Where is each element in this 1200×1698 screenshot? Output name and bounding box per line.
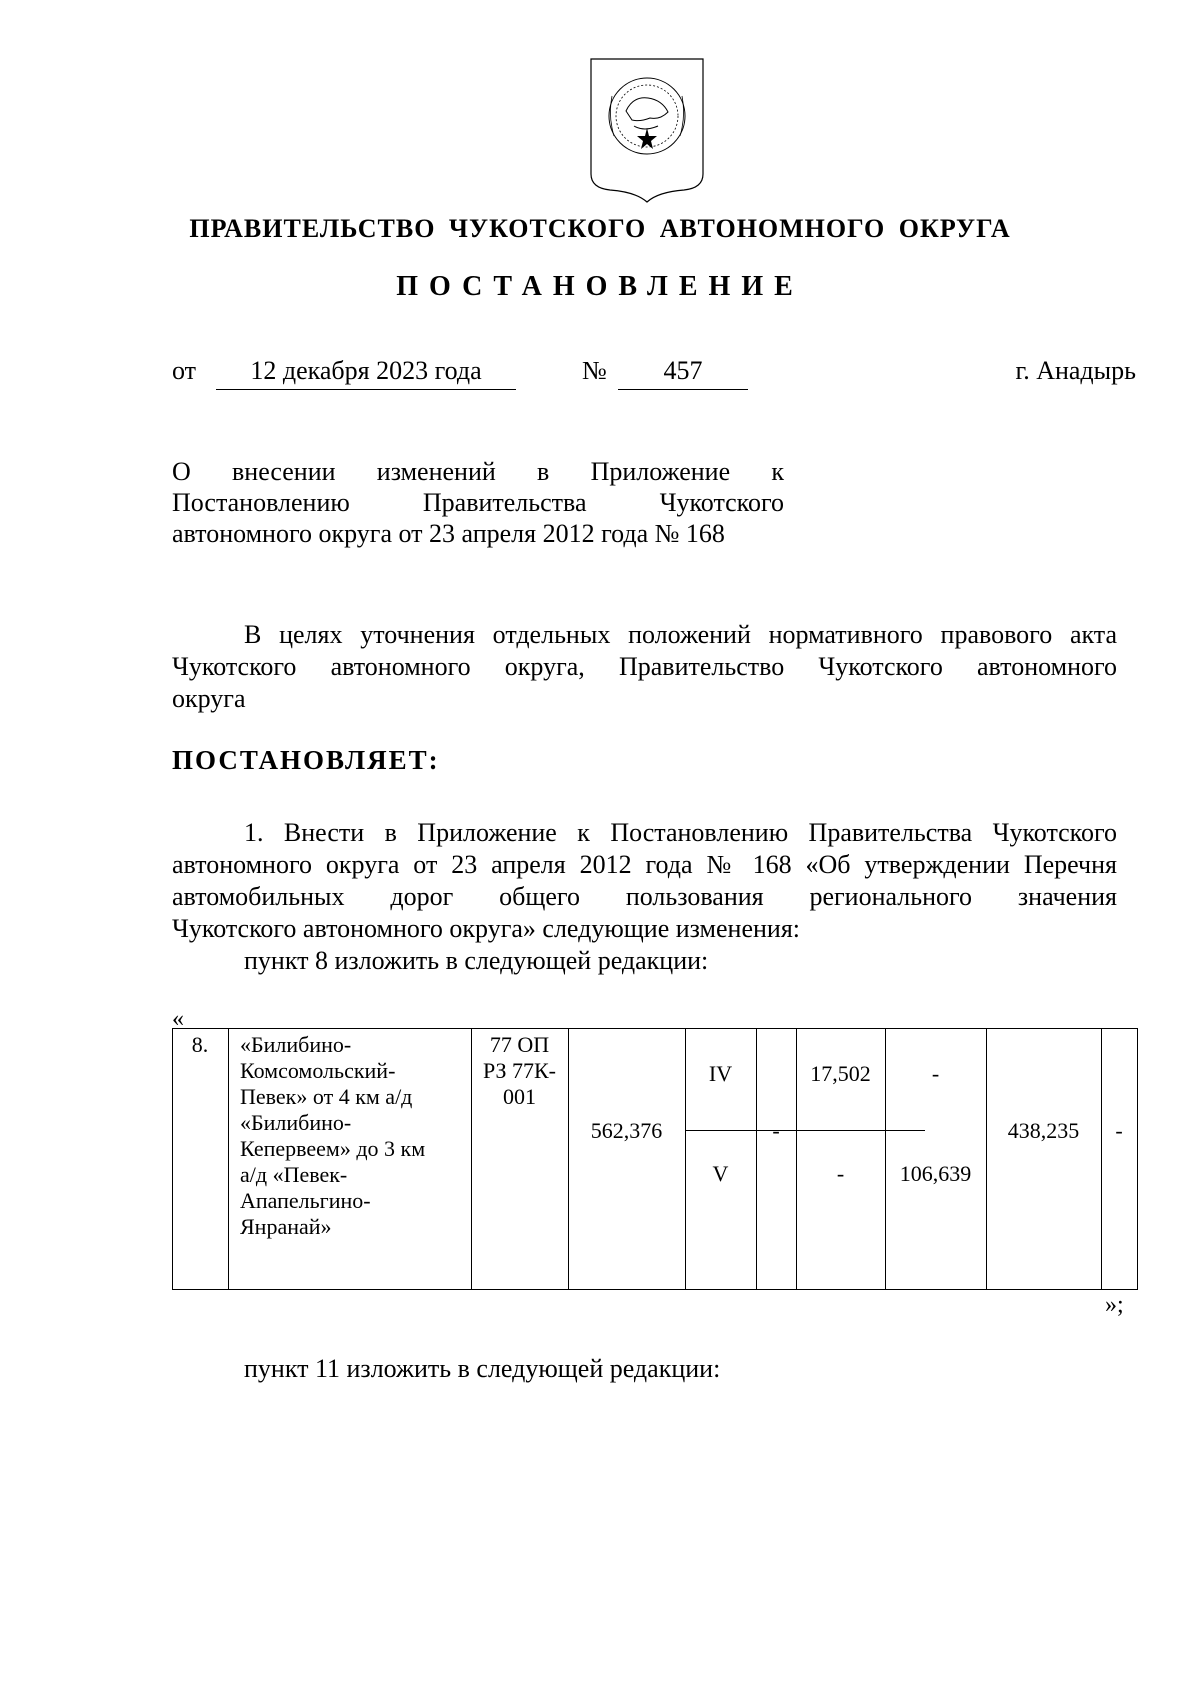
subject-line: автономного округа от 23 апреля 2012 года № 168 xyxy=(172,519,725,548)
subject-line: О внесении изменений в Приложение к xyxy=(172,457,784,486)
item-11-paragraph xyxy=(172,1353,1117,1385)
table-cell-dash: - xyxy=(772,1118,780,1143)
item-1-line: пункт 8 изложить в следующей редакции: xyxy=(244,946,709,975)
table-cell-last: - xyxy=(1115,1118,1123,1143)
table-cell-category-v: V xyxy=(712,1161,729,1186)
document-number: 457 xyxy=(618,356,748,390)
document-date: 12 декабря 2023 года xyxy=(216,356,516,390)
item-1-line: Чукотского автономного округа» следующие изменения: xyxy=(172,914,801,943)
table-cell-value: - xyxy=(836,1161,845,1186)
item-1-line: автономного округа от 23 апреля 2012 года № 168 «Об утверждении Перечня xyxy=(172,850,1117,879)
road-code-line: РЗ 77К- xyxy=(482,1058,557,1083)
table-cell-value: 106,639 xyxy=(899,1161,972,1186)
road-name-line: Кепервеем» до 3 км xyxy=(240,1136,426,1161)
date-prefix: от xyxy=(172,356,197,385)
item-11-line: пункт 11 изложить в следующей редакции: xyxy=(244,1354,721,1383)
table-cell-value: - xyxy=(931,1061,940,1086)
road-name-line: Янранай» xyxy=(240,1214,332,1239)
item-1-line: 1. Внести в Приложение к Постановлению Правительства Чукотского xyxy=(244,818,1117,847)
coat-of-arms-emblem xyxy=(588,56,706,204)
table-cell-value: 17,502 xyxy=(810,1061,871,1086)
road-name-line: Комсомольский- xyxy=(240,1058,396,1083)
roads-table xyxy=(172,1028,1138,1290)
table-cell-length: 562,376 xyxy=(590,1118,663,1143)
document-subject xyxy=(172,456,784,549)
road-code-line: 77 ОП xyxy=(489,1032,550,1057)
road-name-line: а/д «Певек- xyxy=(240,1162,348,1187)
decree-word: ПОСТАНОВЛЯЕТ: xyxy=(172,745,440,775)
road-name-line: «Билибино- xyxy=(240,1032,352,1057)
closing-quote: »; xyxy=(1105,1292,1124,1318)
item-1-paragraph xyxy=(172,817,1117,977)
opening-quote: « xyxy=(172,1006,184,1032)
subject-line: Постановлению Правительства Чукотского xyxy=(172,488,784,517)
table-cell-number: 8. xyxy=(191,1032,209,1057)
table-cell-road-name xyxy=(240,1032,468,1240)
table-cell-road-code xyxy=(471,1032,568,1110)
preamble-line: Чукотского автономного округа, Правительство Чукотского автономного xyxy=(172,652,1117,681)
table-cell-category-iv: IV xyxy=(708,1061,733,1086)
document-place: г. Анадырь xyxy=(1015,356,1136,385)
table-cell-total: 438,235 xyxy=(1007,1118,1080,1143)
road-name-line: Апапельгино- xyxy=(240,1188,371,1213)
preamble-paragraph xyxy=(172,619,1117,715)
government-title: ПРАВИТЕЛЬСТВО ЧУКОТСКОГО АВТОНОМНОГО ОКРУГА xyxy=(189,214,1011,243)
preamble-line: округа xyxy=(172,684,246,713)
road-name-line: Певек» от 4 км а/д xyxy=(240,1084,413,1109)
preamble-line: В целях уточнения отдельных положений нормативного правового акта xyxy=(244,620,1117,649)
number-sign: № xyxy=(582,356,607,385)
road-name-line: «Билибино- xyxy=(240,1110,352,1135)
item-1-line: автомобильных дорог общего пользования регионального значения xyxy=(172,882,1117,911)
road-code-line: 001 xyxy=(503,1084,536,1109)
document-type-heading: ПОСТАНОВЛЕНИЕ xyxy=(396,271,804,302)
